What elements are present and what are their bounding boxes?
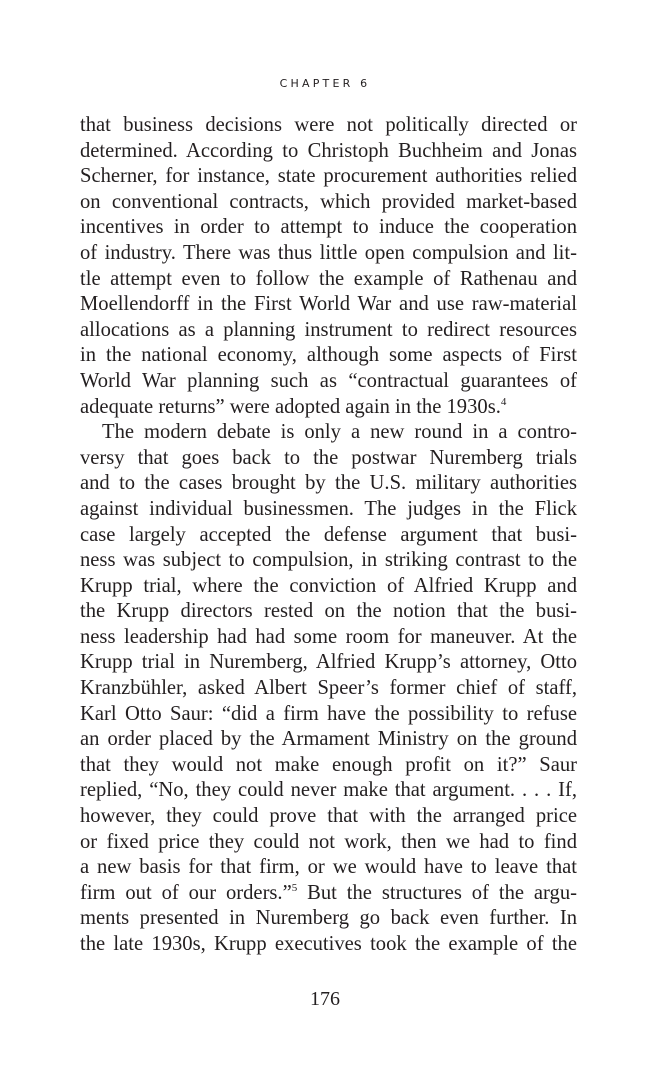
text-line: in the national economy, although some aspects of First [80, 344, 577, 367]
paragraph [80, 420, 577, 957]
text-fragment: adequate returns” were adopted again in the 1930s. [80, 395, 501, 418]
text-line: allocations as a planning instrument to redirect resources [80, 318, 577, 341]
text-line: versy that goes back to the postwar Nuremberg trials [80, 446, 577, 469]
footnote-ref[interactable]: 5 [291, 881, 298, 894]
text-line: that they would not make enough profit on it?” Saur [80, 753, 577, 776]
text-line: however, they could prove that with the arranged price [80, 805, 577, 828]
text-line-with-footnote [80, 881, 577, 907]
footnote-ref[interactable]: 4 [500, 395, 507, 408]
running-head: CHAPTER 6 [279, 77, 371, 90]
text-line: and to the cases brought by the U.S. military authorities [80, 472, 577, 495]
text-line-with-footnote [80, 395, 577, 421]
text-line: replied, “No, they could never make that argument. . . . If, [80, 779, 577, 802]
text-line: ness was subject to compulsion, in striking contrast to the [80, 549, 577, 572]
text-line: Moellendorff in the First World War and use raw-material [80, 293, 577, 316]
text-line: tle attempt even to follow the example of Rathenau and [80, 267, 577, 290]
text-line: an order placed by the Armament Ministry on the ground [80, 728, 577, 751]
text-line: the late 1930s, Krupp executives took the example of the [80, 933, 577, 955]
text-line: determined. According to Christoph Buchheim and Jonas [80, 139, 577, 162]
text-line: the Krupp directors rested on the notion that the busi- [80, 600, 577, 623]
text-line: on conventional contracts, which provided market-based [80, 190, 577, 213]
paragraph [80, 113, 577, 420]
body-text [80, 113, 577, 958]
text-line: that business decisions were not politically directed or [80, 114, 577, 136]
text-line: incentives in order to attempt to induce the cooperation [80, 216, 577, 239]
text-line: Scherner, for instance, state procurement authorities relied [80, 165, 577, 188]
text-line: The modern debate is only a new round in a contro- [102, 421, 577, 444]
text-line: ness leadership had had some room for maneuver. At the [80, 625, 577, 648]
text-line: Kranzbühler, asked Albert Speer’s former chief of staff, [80, 677, 577, 700]
text-line: Krupp trial in Nuremberg, Alfried Krupp’s attorney, Otto [80, 651, 577, 674]
text-line: a new basis for that firm, or we would have to leave that [80, 856, 577, 879]
text-line: case largely accepted the defense argument that busi- [80, 523, 577, 546]
text-fragment: But the structures of the argu- [297, 881, 577, 904]
text-line: Karl Otto Saur: “did a firm have the possibility to refuse [80, 702, 577, 725]
text-line: of industry. There was thus little open compulsion and lit- [80, 241, 577, 264]
text-line: Krupp trial, where the conviction of Alfried Krupp and [80, 574, 577, 597]
text-line: or fixed price they could not work, then we had to find [80, 830, 577, 853]
text-line: against individual businessmen. The judges in the Flick [80, 497, 577, 520]
text-line: World War planning such as “contractual guarantees of [80, 369, 577, 392]
page-number: 176 [310, 988, 340, 1010]
text-fragment: firm out of our orders.” [80, 881, 292, 904]
text-line: ments presented in Nuremberg go back even further. In [80, 907, 577, 930]
